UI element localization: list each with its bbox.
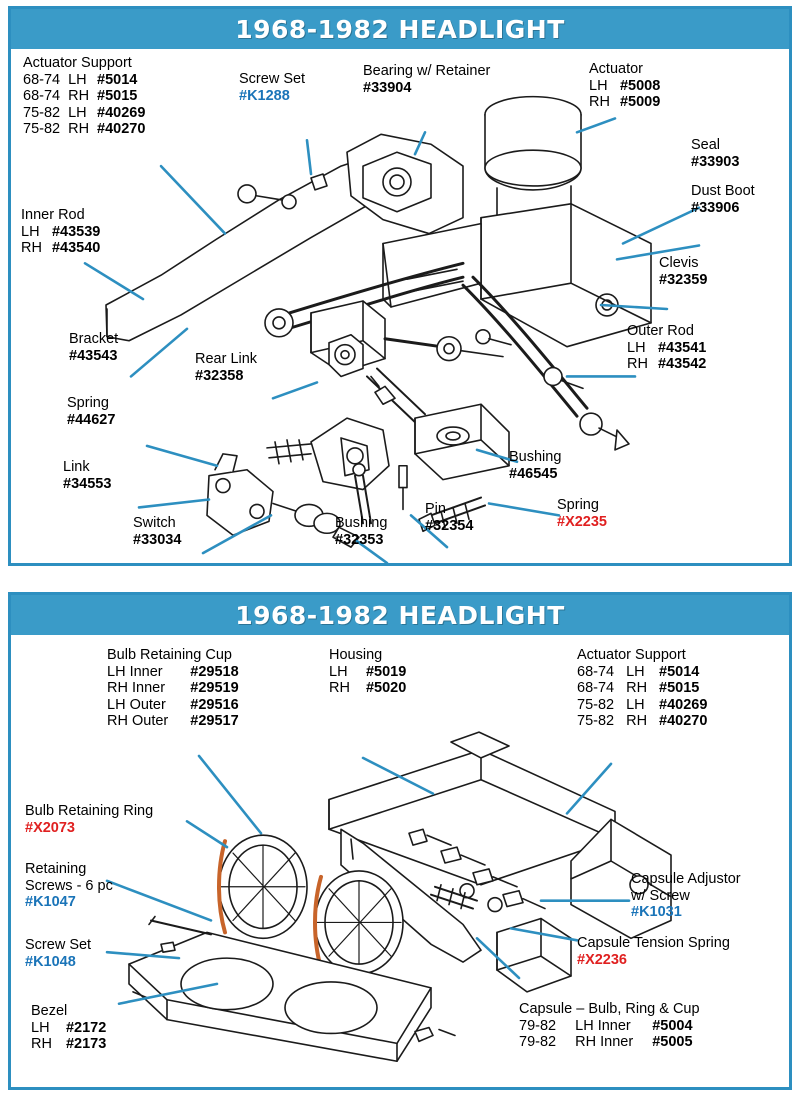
part-number: #K1288 [239, 87, 290, 104]
panel-title: 1968-1982 HEADLIGHT [235, 600, 565, 630]
panel-title: 1968-1982 HEADLIGHT [235, 14, 565, 44]
label-actuator-support: Actuator Support 68-74 LH #5014 68-74 RH #5015 75-82 LH #40269 75-82 RH #40270 [23, 55, 146, 137]
label-retaining-screws: Retaining Screws - 6 pc #K1047 [25, 861, 113, 910]
part-number: #46545 [509, 465, 558, 482]
label-bearing-with-retainer: Bearing w/ Retainer #33904 [363, 63, 491, 96]
part-number: #32354 [425, 517, 474, 534]
diagram-canvas-top [11, 49, 789, 563]
label-bulb-retaining-ring: Bulb Retaining Ring #X2073 [25, 803, 154, 836]
label-outer-rod: Outer Rod LH #43541 RH #43542 [627, 323, 707, 372]
part-number: #33904 [363, 79, 412, 96]
label-capsule-adjustor: Capsule Adjustor w/ Screw #K1031 [631, 871, 741, 920]
label-bushing-46545: Bushing #46545 [509, 449, 562, 482]
label-capsule-tension-spring: Capsule Tension Spring #X2236 [577, 935, 730, 968]
label-spring-x2235: Spring #X2235 [557, 497, 607, 530]
label-switch: Switch #33034 [133, 515, 182, 548]
part-number: #K1048 [25, 953, 76, 970]
label-link: Link #34553 [63, 459, 112, 492]
label-pin: Pin #32354 [425, 501, 474, 534]
label-seal: Seal #33903 [691, 137, 740, 170]
label-screw-set-2: Screw Set #K1048 [25, 937, 92, 970]
label-screw-set: Screw Set #K1288 [239, 71, 306, 104]
label-dust-boot: Dust Boot #33906 [691, 183, 755, 216]
label-clevis: Clevis #32359 [659, 255, 708, 288]
part-number: #32358 [195, 367, 244, 384]
label-housing: Housing LH #5019 RH #5020 [329, 647, 407, 696]
part-number: #44627 [67, 411, 116, 428]
label-title: Actuator Support [23, 55, 132, 71]
panel-headlight-linkage [8, 6, 792, 566]
part-number: #K1031 [631, 904, 682, 920]
part-number: #43543 [69, 347, 118, 364]
panel-header-top [11, 9, 789, 49]
part-number: #32353 [335, 531, 384, 548]
part-number: #33906 [691, 199, 740, 216]
part-number: #X2235 [557, 513, 607, 530]
label-spring-44627: Spring #44627 [67, 395, 116, 428]
label-actuator-support-2: Actuator Support 68-74 LH #5014 68-74 RH #5015 75-82 LH #40269 75-82 RH #40270 [577, 647, 708, 729]
label-actuator: Actuator LH #5008 RH #5009 [589, 61, 661, 110]
panel-header-bottom [11, 595, 789, 635]
diagram-canvas-bottom [11, 635, 789, 1087]
part-number: #X2073 [25, 819, 75, 836]
part-number: #32359 [659, 271, 708, 288]
label-bezel: Bezel LH #2172 RH #2173 [31, 1003, 107, 1052]
part-number: #33903 [691, 153, 740, 170]
part-number: #K1047 [25, 894, 76, 910]
label-bracket: Bracket #43543 [69, 331, 119, 364]
part-number: #34553 [63, 475, 112, 492]
label-inner-rod: Inner Rod LH #43539 RH #43540 [21, 207, 101, 256]
part-number: #X2236 [577, 951, 627, 968]
label-capsule-bulb-ring-cup: Capsule – Bulb, Ring & Cup 79-82 LH Inner #5004 79-82 RH Inner #5005 [519, 1001, 700, 1050]
label-rear-link: Rear Link #32358 [195, 351, 258, 384]
panel-headlight-capsule [8, 592, 792, 1090]
label-bulb-retaining-cup: Bulb Retaining Cup LH Inner #29518 RH Inner #29519 LH Outer #29516 RH Outer #29517 [107, 647, 239, 729]
part-number: #33034 [133, 531, 182, 548]
label-bushing-32353: Bushing #32353 [335, 515, 388, 548]
